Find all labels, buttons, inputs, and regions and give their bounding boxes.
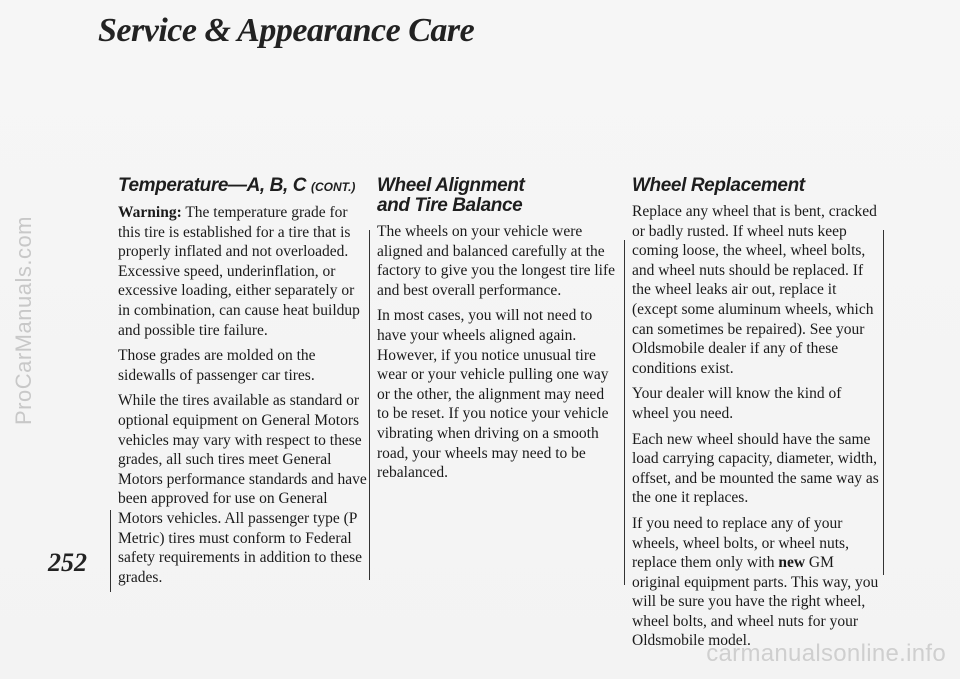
heading-wheel-alignment: Wheel Alignment and Tire Balance bbox=[377, 175, 525, 216]
watermark-carmanualsonline: carmanualsonline.info bbox=[706, 640, 946, 667]
column-wheel-replacement bbox=[632, 176, 880, 657]
paragraph-aligned: The wheels on your vehicle were aligned and balanced carefully at the factory to give you the longest tire life and best overall performance. bbox=[377, 223, 616, 299]
section-title: Service & Appearance Care bbox=[98, 12, 475, 49]
column-wheel-alignment bbox=[377, 176, 619, 489]
heading-temperature-text: Temperature—A, B, C bbox=[118, 175, 307, 196]
warning-label: Warning: bbox=[118, 204, 182, 221]
warning-text: The temperature grade for this tire is established for a tire that is properly inflated and not overloaded. Excessive speed, underinflation, or excessive loading, either separately or in combination, can cause heat buildup and possible tire failure. bbox=[118, 204, 360, 339]
gm-parts-text-after: GM original equipment parts. This way, you will be sure you have the right wheel, wheel bolts, and wheel nuts for your Oldsmobile model. bbox=[632, 554, 879, 650]
paragraph-molded: Those grades are molded on the sidewalls of passenger car tires. bbox=[118, 347, 316, 384]
column-temperature bbox=[118, 176, 368, 593]
column-rule-1 bbox=[369, 230, 370, 580]
margin-rule bbox=[110, 510, 111, 592]
paragraph-warning bbox=[118, 203, 368, 340]
paragraph-replace-bent: Replace any wheel that is bent, cracked or badly rusted. If wheel nuts keep coming loose, the wheel, wheel bolts, and wheel nuts should be replaced. If the wheel leaks air out, replace it (except some aluminum wheels, which can sometimes be repaired). See your Oldsmobile dealer if any of these conditions exist. bbox=[632, 203, 877, 377]
paragraph-standards: While the tires available as standard or optional equipment on General Motors vehicles may vary with respect to these grades, all such tires meet General Motors performance standards and have been approved for use on General Motors vehicles. All passenger type (P Metric) tires must conform to Federal safety requirements in addition to these grades. bbox=[118, 392, 367, 586]
heading-cont-suffix: (CONT.) bbox=[310, 180, 356, 194]
column-rule-3 bbox=[883, 230, 884, 575]
heading-wheel-replacement: Wheel Replacement bbox=[632, 175, 805, 196]
column-rule-2 bbox=[624, 240, 625, 585]
watermark-procarmanuals: ProCarManuals.com bbox=[11, 215, 36, 425]
gm-parts-text-before: If you need to replace any of your wheels, wheel bolts, or wheel nuts, replace them only with bbox=[632, 514, 849, 572]
heading-temperature bbox=[118, 176, 368, 197]
gm-parts-emphasis: new bbox=[778, 554, 806, 572]
page-number: 252 bbox=[48, 548, 87, 577]
paragraph-rebalance: In most cases, you will not need to have your wheels aligned again. However, if you notice unusual tire wear or your vehicle pulling one way or the other, the alignment may need to be reset. If you notice your vehicle vibrating when driving on a smooth road, your wheels may need to be rebalanced. bbox=[377, 307, 609, 482]
paragraph-dealer: Your dealer will know the kind of wheel you need. bbox=[632, 385, 842, 422]
paragraph-new-wheel: Each new wheel should have the same load carrying capacity, diameter, width, offset, and be mounted the same way as the one it replaces. bbox=[632, 430, 879, 507]
paragraph-gm-parts bbox=[632, 514, 880, 651]
